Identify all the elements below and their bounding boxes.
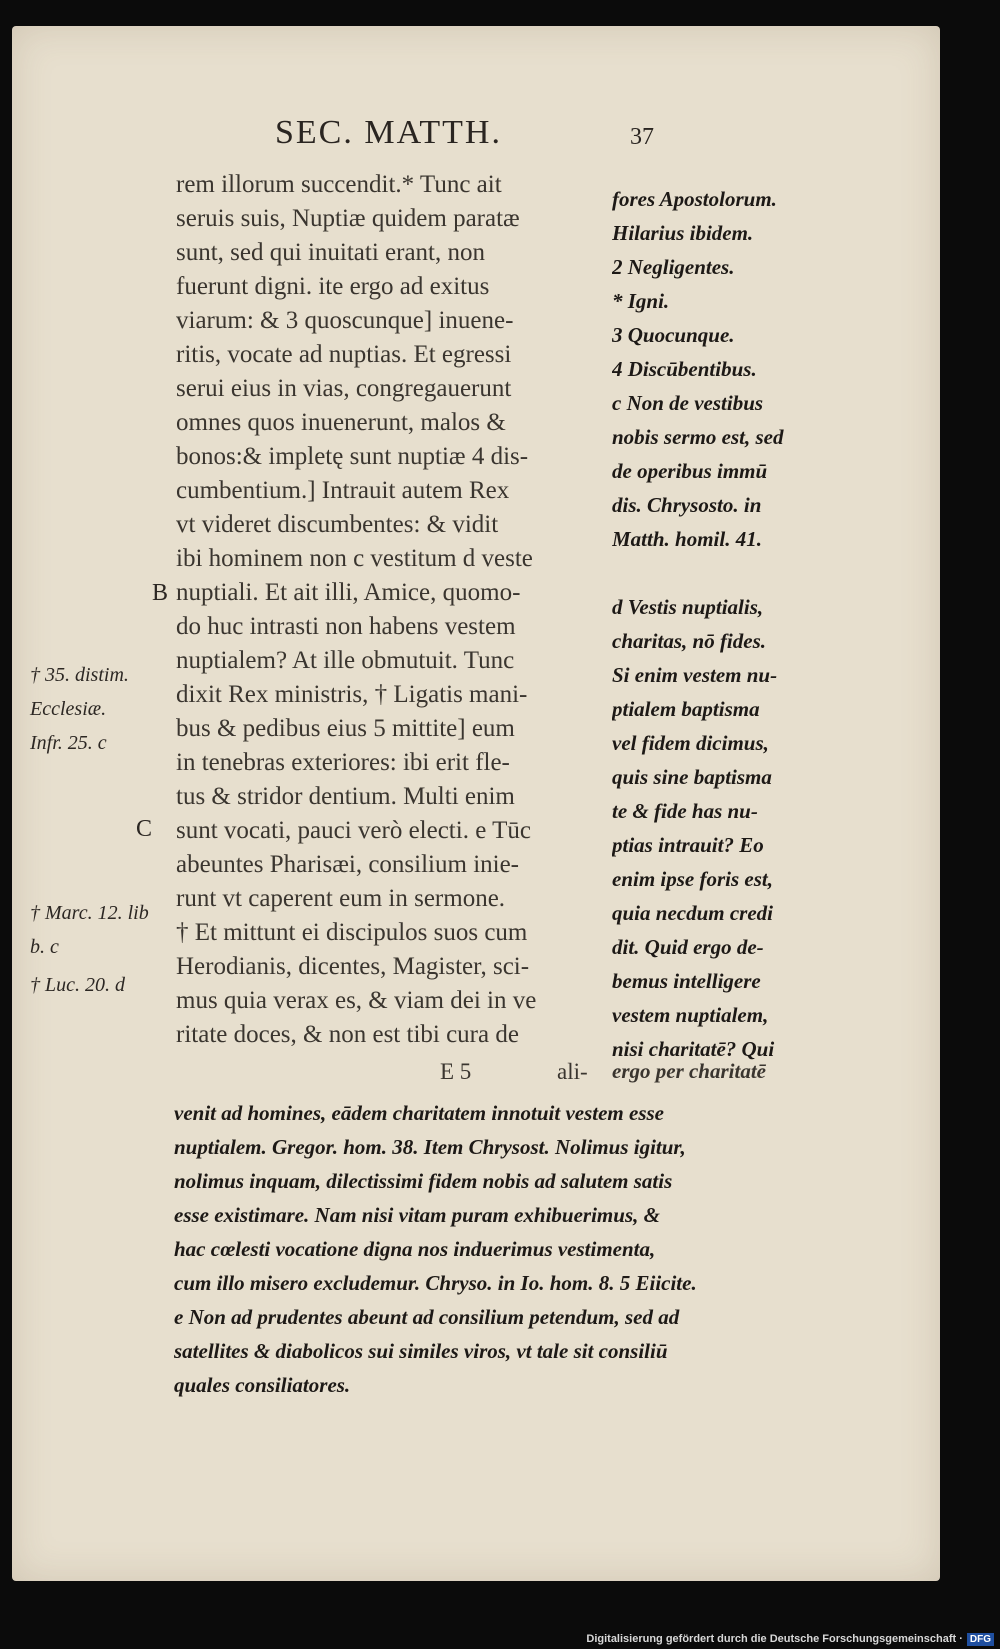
gloss-line: 3 Quocunque. <box>612 323 735 347</box>
gloss-line: vestem nuptialem, <box>612 1003 769 1027</box>
main-text-line: sunt, sed qui inuitati erant, non <box>176 239 485 266</box>
gloss-line: 4 Discūbentibus. <box>612 357 757 381</box>
gloss-line: Hilarius ibidem. <box>612 221 754 245</box>
gloss-line: enim ipse foris est, <box>612 867 773 891</box>
main-text-line: vt videret discumbentes: & vidit <box>176 511 499 538</box>
footnote-line: venit ad homines, eādem charitatem innotuit vestem esse <box>174 1101 664 1125</box>
digitization-footer <box>586 1631 994 1647</box>
footnote-line: nolimus inquam, dilectissimi fidem nobis ad salutem satis <box>174 1169 673 1193</box>
margin-ref: b. c <box>30 936 59 958</box>
main-text-line: viarum: & 3 quoscunque] inuene- <box>176 307 514 334</box>
main-text-line: Herodianis, dicentes, Magister, sci- <box>176 953 530 980</box>
footnote-line: e Non ad prudentes abeunt ad consilium petendum, sed ad <box>174 1305 680 1329</box>
book-page <box>12 26 940 1581</box>
running-head: SEC. MATTH. <box>275 114 502 151</box>
main-text-line: serui eius in vias, congregauerunt <box>176 375 512 402</box>
gloss-line: Matth. homil. 41. <box>612 527 762 551</box>
footnote-line: cum illo misero excludemur. Chryso. in Io. hom. 8. 5 Eiicite. <box>174 1271 697 1295</box>
footnote-line: satellites & diabolicos sui similes viros, vt tale sit consiliū <box>174 1339 668 1363</box>
gloss-line: c Non de vestibus <box>612 391 764 415</box>
main-text-line: bus & pedibus eius 5 mittite] eum <box>176 715 515 742</box>
gloss-line: nisi charitatē? Qui <box>612 1037 775 1061</box>
main-text-line: sunt vocati, pauci verò electi. e Tūc <box>176 817 531 844</box>
gloss-line: 2 Negligentes. <box>612 255 735 279</box>
gloss-line: nobis sermo est, sed <box>612 425 784 449</box>
gloss-line: fores Apostolorum. <box>612 187 777 211</box>
margin-ref: † 35. distim. <box>30 664 129 686</box>
main-text-line: nuptialem? At ille obmutuit. Tunc <box>176 647 515 674</box>
main-text-line: † Et mittunt ei discipulos suos cum <box>176 919 528 946</box>
gloss-line: vel fidem dicimus, <box>612 731 769 755</box>
funding-credit: Digitalisierung gefördert durch die Deutsche Forschungsgemeinschaft · <box>586 1633 963 1645</box>
gloss-line: ptias intrauit? Eo <box>612 833 764 857</box>
main-text-line: ibi hominem non c vestitum d veste <box>176 545 533 572</box>
main-text-column <box>176 168 630 1052</box>
gloss-line: * Igni. <box>612 289 670 313</box>
dfg-logo: DFG <box>967 1633 994 1646</box>
main-text-line: omnes quos inuenerunt, malos & <box>176 409 506 436</box>
gloss-line: Si enim vestem nu- <box>612 663 778 687</box>
margin-ref: † Marc. 12. lib <box>30 902 149 924</box>
gloss-line: dit. Quid ergo de- <box>612 935 764 959</box>
main-text-line: ritis, vocate ad nuptias. Et egressi <box>176 341 512 368</box>
margin-ref: Ecclesiæ. <box>30 698 107 720</box>
gloss-catchword: ergo per charitatē <box>612 1059 766 1083</box>
main-text-line: cumbentium.] Intrauit autem Rex <box>176 477 510 504</box>
signature-mark: E 5 <box>440 1059 472 1084</box>
main-text-line: ritate doces, & non est tibi cura de <box>176 1021 519 1048</box>
footnote-line: esse existimare. Nam nisi vitam puram exhibuerimus, & <box>174 1203 660 1227</box>
main-text-line: bonos:& impletę sunt nuptiæ 4 dis- <box>176 443 529 470</box>
gloss-line: bemus intelligere <box>612 969 761 993</box>
gloss-line: quia necdum credi <box>612 901 773 925</box>
main-text-line: dixit Rex ministris, † Ligatis mani- <box>176 681 528 708</box>
gloss-line: d Vestis nuptialis, <box>612 595 764 619</box>
catchword: ali- <box>557 1059 588 1084</box>
main-text-line: seruis suis, Nuptiæ quidem paratæ <box>176 205 520 232</box>
footnote-continuation <box>174 1096 834 1402</box>
gloss-line <box>612 556 852 590</box>
gloss-line: ptialem baptisma <box>612 697 760 721</box>
main-text-line: abeuntes Pharisæi, consilium inie- <box>176 851 520 878</box>
page-number: 37 <box>630 124 654 150</box>
footnote-line: hac cœlesti vocatione digna nos induerimus vestimenta, <box>174 1237 656 1261</box>
gloss-column <box>612 182 852 1066</box>
main-text-line: nuptiali. Et ait illi, Amice, quomo- <box>176 579 521 606</box>
main-text-line: runt vt caperent eum in sermone. <box>176 885 506 912</box>
main-text-line: do huc intrasti non habens vestem <box>176 613 516 640</box>
main-text-line: tus & stridor dentium. Multi enim <box>176 783 515 810</box>
gloss-line: dis. Chrysosto. in <box>612 493 762 517</box>
main-text-line: mus quia verax es, & viam dei in ve <box>176 987 537 1014</box>
margin-ref: Infr. 25. c <box>30 732 107 754</box>
section-mark-b: B <box>152 580 169 606</box>
footnote-line: quales consiliatores. <box>174 1373 351 1397</box>
gloss-line: quis sine baptisma <box>612 765 772 789</box>
gloss-line: de operibus immū <box>612 459 768 483</box>
gloss-line: te & fide has nu- <box>612 799 758 823</box>
gloss-line: charitas, nō fides. <box>612 629 767 653</box>
main-text-line: rem illorum succendit.* Tunc ait <box>176 171 502 198</box>
margin-ref: † Luc. 20. d <box>30 974 125 996</box>
main-text-line: fuerunt digni. ite ergo ad exitus <box>176 273 490 300</box>
section-mark-c: C <box>136 816 153 842</box>
page-header <box>12 114 940 164</box>
main-text-line: in tenebras exteriores: ibi erit fle- <box>176 749 510 776</box>
footnote-line: nuptialem. Gregor. hom. 38. Item Chrysost. Nolimus igitur, <box>174 1135 686 1159</box>
